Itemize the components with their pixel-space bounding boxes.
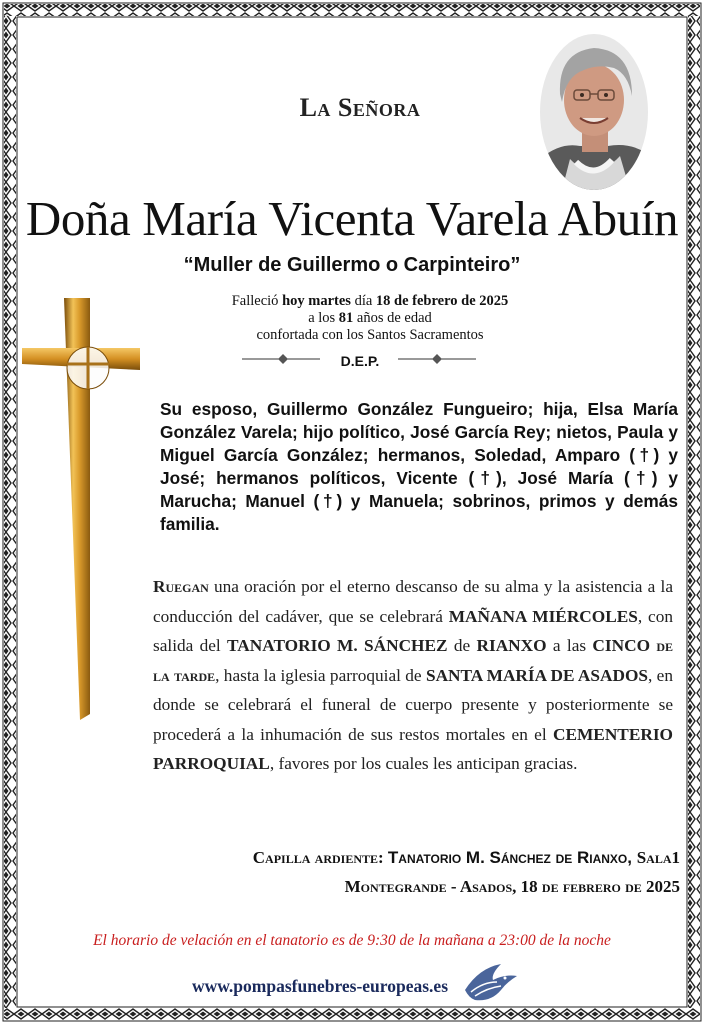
request-funeral-home: TANATORIO M. SÁNCHEZ [227, 636, 448, 655]
salutation: La Señora [299, 93, 421, 122]
request-text-part: , en donde se celebrará el funeral de cuerpo presente y posteriormente se procederá a la inhumación de sus restos mortales en el [153, 665, 673, 744]
request-text-part: a las [546, 636, 593, 655]
request-text-part: , favores por los cuales les anticipan gracias. [269, 754, 578, 773]
request-text-part: , con salida del [153, 606, 673, 655]
sacraments-line: confortada con los Santos Sacramentos [256, 327, 484, 343]
deceased-name: Doña María Vicenta Varela Abuín [25, 191, 679, 246]
request-text-part: , hasta la iglesia parroquial de [215, 665, 426, 685]
request-church: SANTA MARÍA DE ASADOS [425, 665, 649, 685]
request-day: MAÑANA MIÉRCOLES [448, 606, 638, 626]
wake-hours: El horario de velación en el tanatorio es de 9:30 de la mañana a 23:00 de la noche [93, 932, 611, 949]
age-value: 81 [338, 310, 354, 326]
nickname: “Muller de Guillermo o Carpinteiro” [183, 254, 521, 276]
death-date: 18 de febrero de 2025 [375, 293, 509, 309]
death-line-mid: día [350, 293, 376, 309]
request-text-part: de [447, 636, 477, 655]
family-text: Su esposo, Guillermo González Fungueiro; hija, Elsa María González Varela; hijo político, José García Rey; nietos, Paula y Miguel García González; hermanos, Soledad, Amparo (†) y José; hermanos políticos, Vicente (†), José María (†) y Marucha; Manuel (†) y Manuela; sobrinos, primos y demás familia. [160, 399, 678, 534]
chapel-info [140, 848, 680, 868]
request-time: CINCO de la tarde [153, 636, 673, 685]
dove-logo-icon [461, 960, 521, 1008]
cross-icon [18, 294, 144, 724]
request-text [153, 572, 673, 779]
place-date: Montegrande - Asados, 18 de febrero de 2025 [344, 877, 680, 896]
chapel-label: Capilla ardiente: [252, 848, 388, 867]
request-text-part: una oración por el eterno descanso de su alma y la asistencia a la conducción del cadáver, que se celebrará [153, 577, 673, 626]
request-cemetery: CEMENTERIO PARROQUIAL [153, 724, 673, 773]
request-ruegan: Ruegan [153, 577, 209, 596]
chapel-venue: Tanatorio M. Sánchez de Rianxo, [387, 848, 637, 867]
death-info [160, 293, 580, 344]
death-line-prefix: Falleció [231, 293, 283, 309]
website-link[interactable]: www.pompasfunebres-europeas.es [191, 976, 449, 996]
dep-text: D.E.P. [340, 353, 380, 369]
dep-row [240, 350, 480, 372]
request-town: RIANXO [476, 636, 547, 655]
portrait-photo [540, 34, 648, 190]
death-day: hoy martes [282, 293, 351, 309]
chapel-room: Sala1 [636, 848, 680, 867]
age-suffix: años de edad [353, 310, 432, 326]
age-prefix: a los [308, 310, 339, 326]
